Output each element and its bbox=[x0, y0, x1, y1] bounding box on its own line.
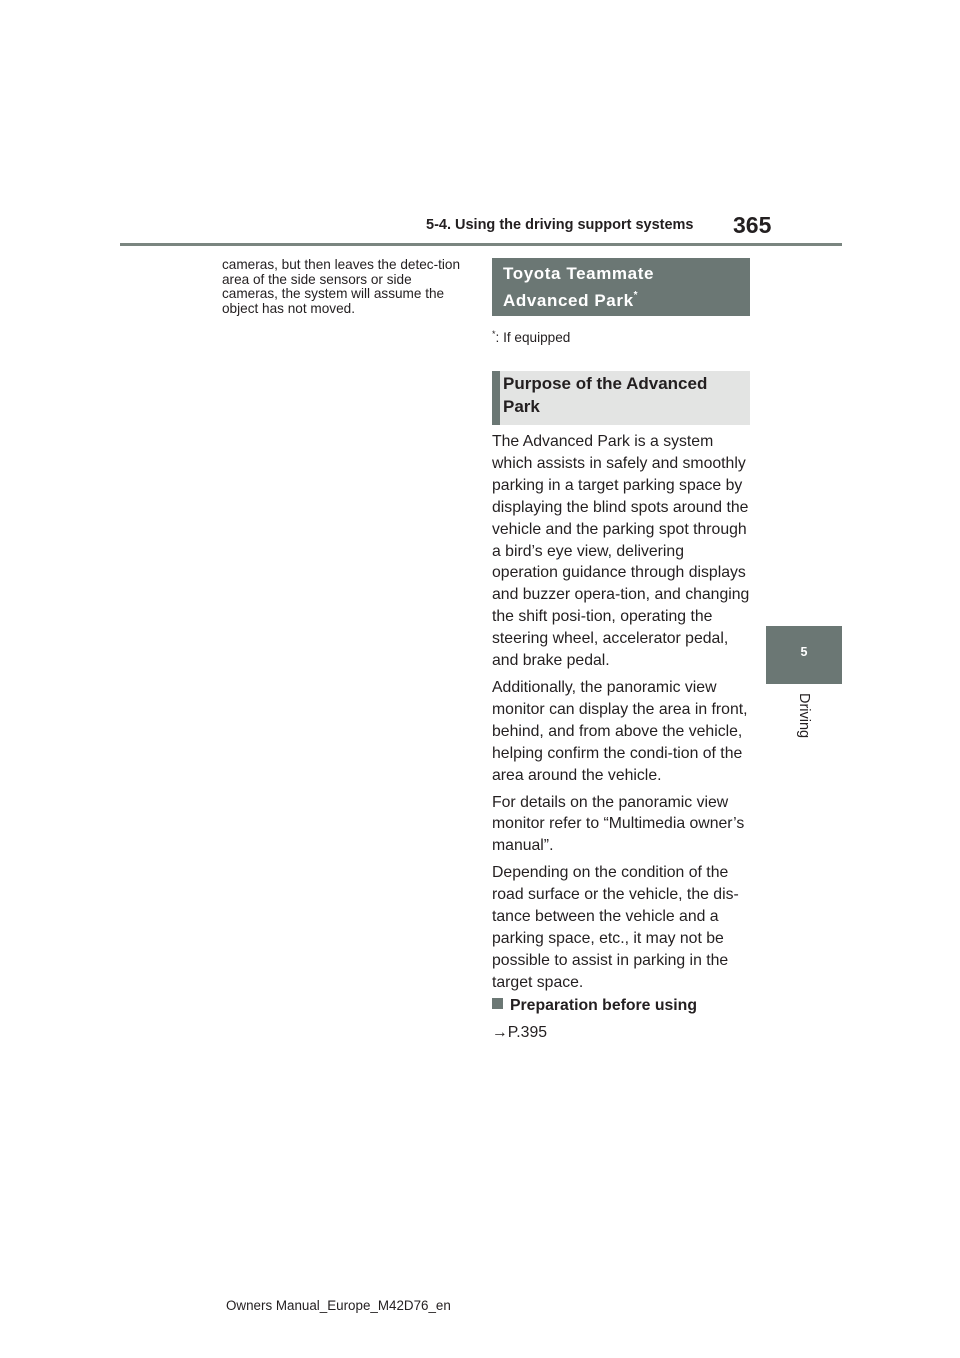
main-heading-text: Toyota Teammate Advanced Park bbox=[503, 264, 655, 310]
paragraph: For details on the panoramic view monitor refer to “Multimedia owner’s manual”. bbox=[492, 793, 745, 855]
paragraph: Depending on the condition of the road surface or the vehicle, the dis-tance between the vehicle and a parking space, etc., it may not be possible to assist in parking in the target space. bbox=[492, 864, 739, 991]
page-number: 365 bbox=[733, 212, 772, 238]
square-bullet-icon bbox=[492, 998, 503, 1009]
body-text bbox=[492, 431, 750, 999]
section-title: 5-4. Using the driving support systems bbox=[426, 217, 694, 233]
footnote bbox=[492, 329, 570, 345]
preparation-heading-text: Preparation before using bbox=[510, 997, 697, 1014]
chapter-label: Driving bbox=[796, 693, 812, 739]
paragraph: Additionally, the panoramic view monitor can display the area in front, behind, and from above the vehicle, helping confirm the condi-tion of the area around the vehicle. bbox=[492, 678, 748, 784]
preparation-heading bbox=[492, 997, 697, 1015]
header-divider bbox=[120, 243, 842, 246]
sub-heading-accent-bar bbox=[492, 371, 500, 425]
main-heading-footnote-mark: * bbox=[633, 290, 639, 301]
sub-heading: Purpose of the Advanced Park bbox=[503, 374, 708, 416]
footnote-mark: * bbox=[492, 329, 496, 339]
footnote-text: : If equipped bbox=[495, 330, 571, 345]
chapter-number: 5 bbox=[800, 645, 808, 659]
paragraph: The Advanced Park is a system which assists in safely and smoothly parking in a target parking space by displaying the blind spots around the vehicle and the parking spot through a bird’s eye view, delivering operation guidance through displays and buzzer opera-tion, and changing the shift posi-tion, operating the steering wheel, accelerator pedal, and brake pedal. bbox=[492, 433, 750, 670]
left-column-text: cameras, but then leaves the detec-tion area of the side sensors or side cameras, the system will assume the object has not moved. bbox=[222, 257, 461, 316]
footer-text: Owners Manual_Europe_M42D76_en bbox=[226, 1298, 451, 1313]
page-reference-link[interactable]: →P.395 bbox=[492, 1024, 548, 1041]
main-heading bbox=[503, 260, 743, 314]
